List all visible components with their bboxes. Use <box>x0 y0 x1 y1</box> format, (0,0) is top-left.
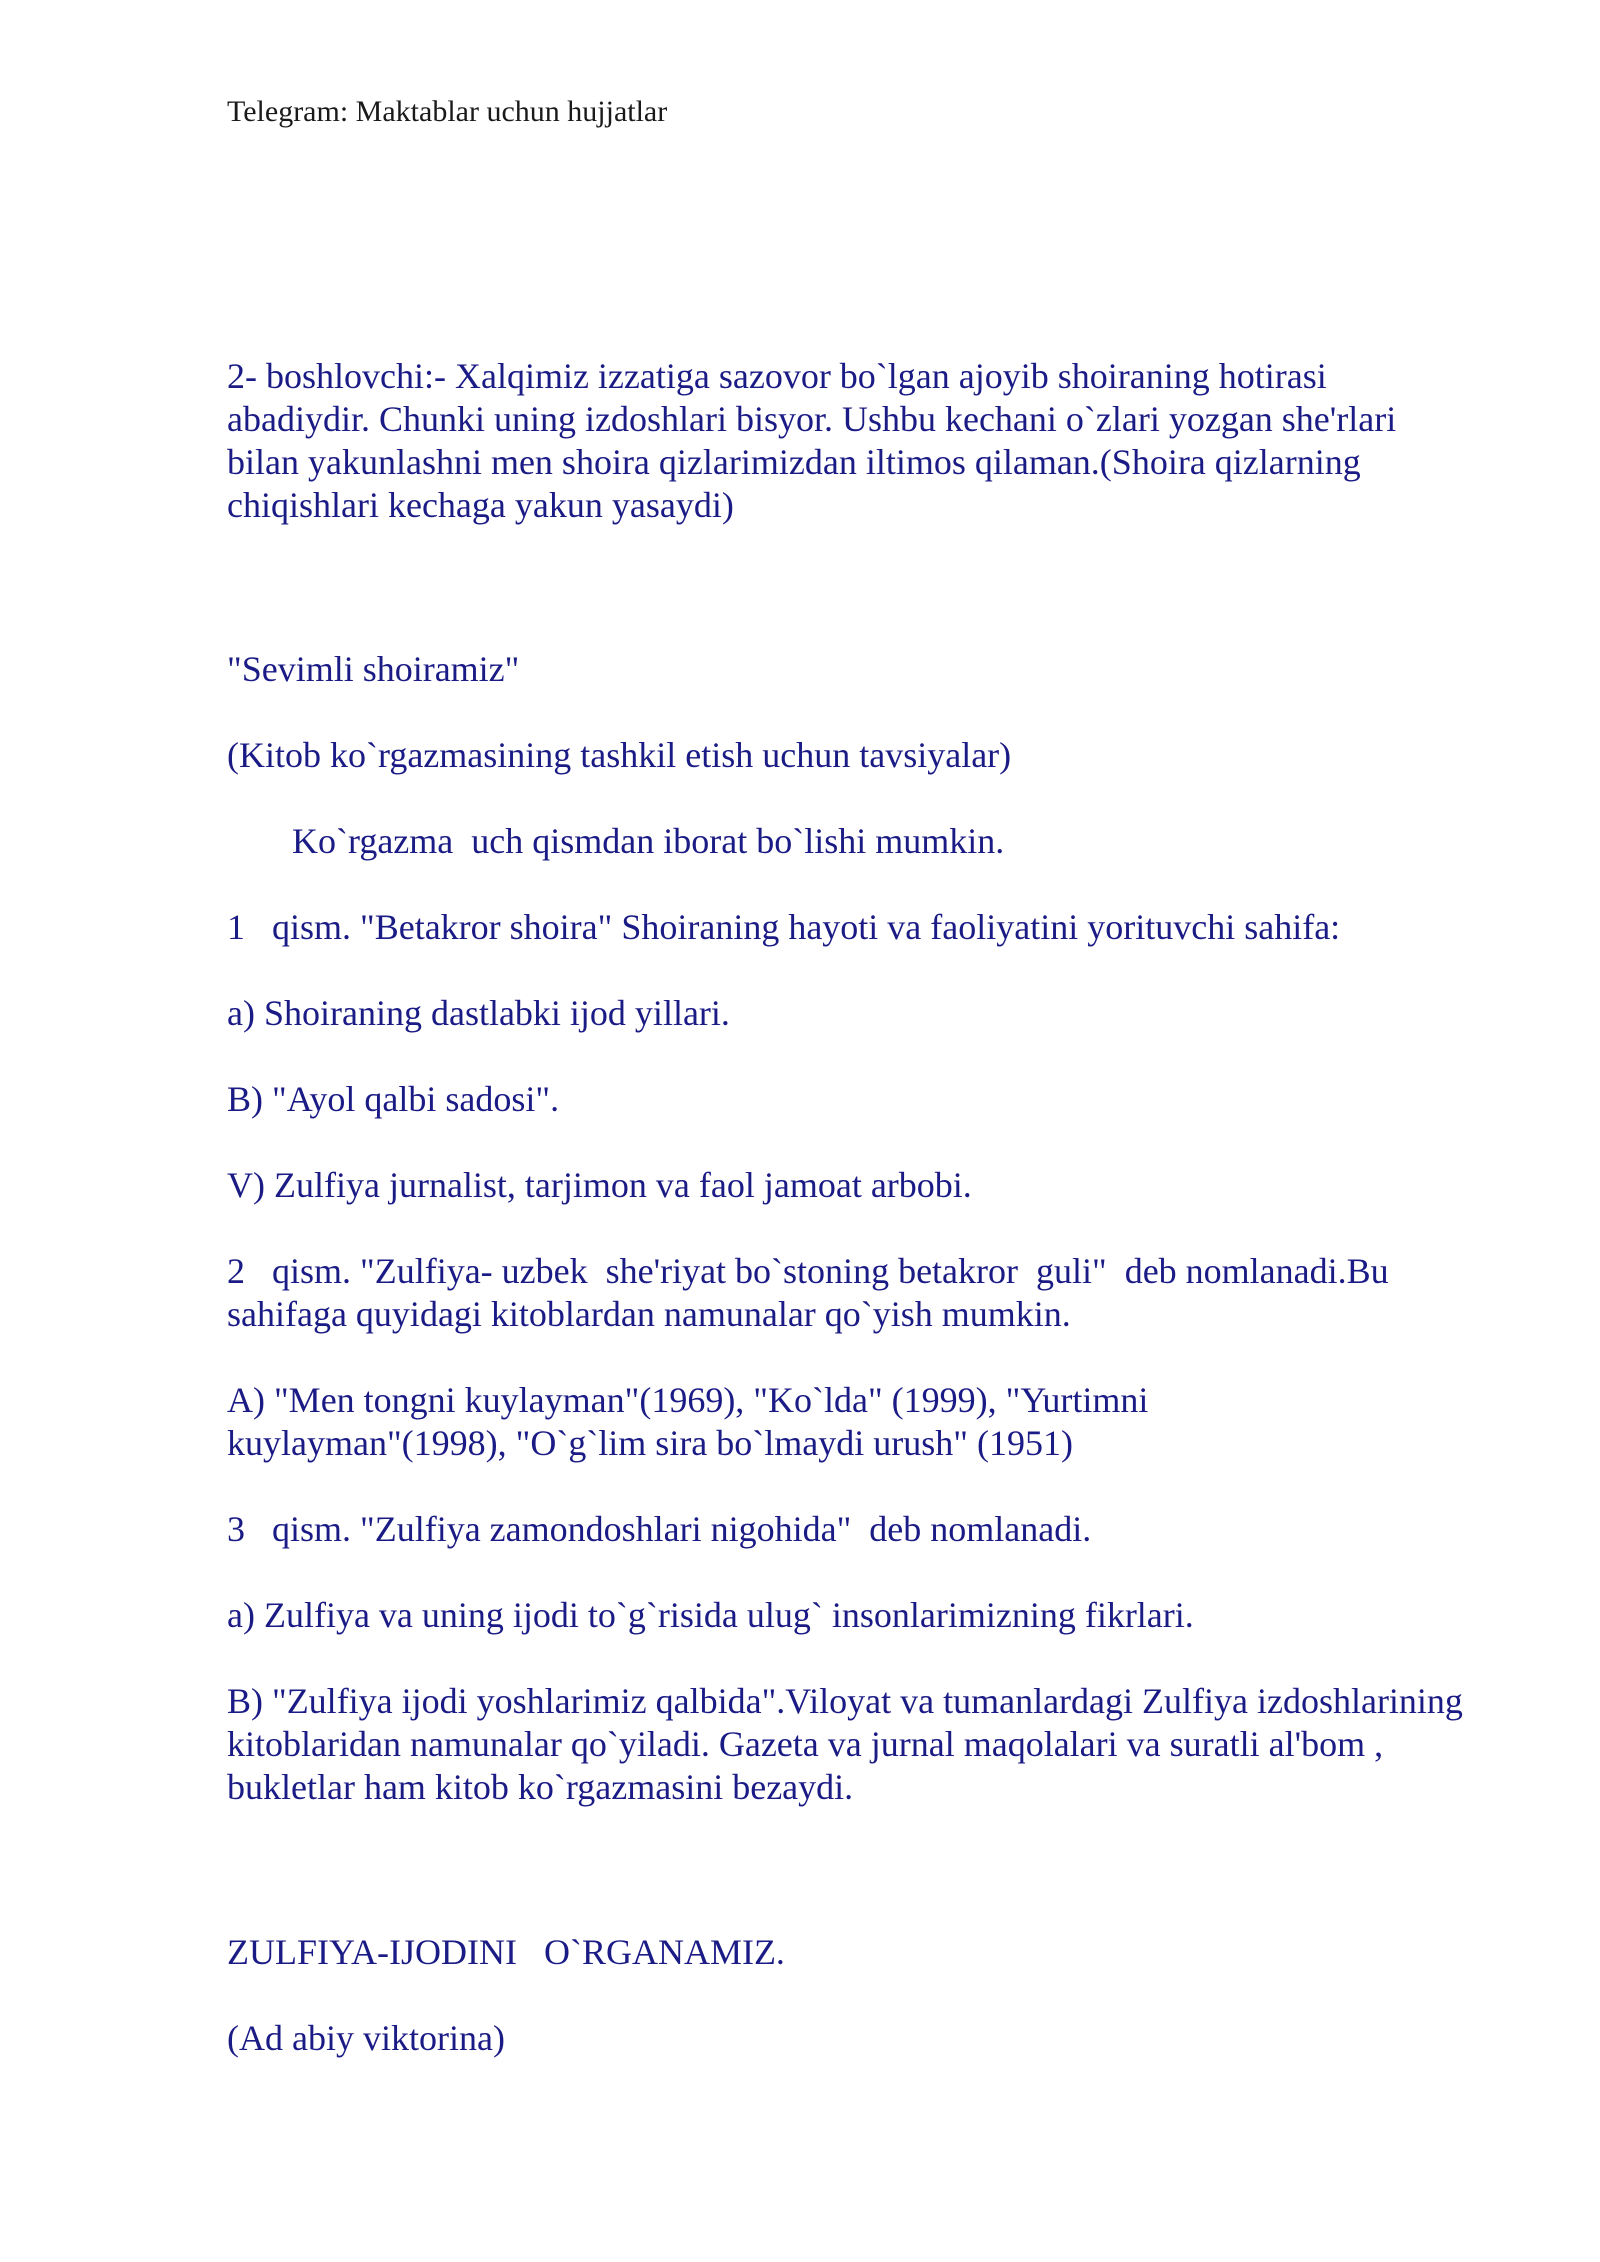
section-subtitle: (Kitob ko`rgazmasining tashkil etish uchun tavsiyalar) <box>227 735 1012 775</box>
quiz-subtitle: (Ad abiy viktorina) <box>227 2018 505 2058</box>
part-2-heading: 2 qism. "Zulfiya- uzbek she'riyat bo`stoning betakror guli" deb nomlanadi.Bu sahifaga quyidagi kitoblardan namunalar qo`yish mumkin. <box>227 1251 1398 1334</box>
part-1-item-a: a) Shoiraning dastlabki ijod yillari. <box>227 993 730 1033</box>
quiz-title: ZULFIYA-IJODINI O`RGANAMIZ. <box>227 1932 785 1972</box>
part-1-heading: 1 qism. "Betakror shoira" Shoiraning hayoti va faoliyatini yorituvchi sahifa: <box>227 907 1341 947</box>
part-2-item-a: A) "Men tongni kuylayman"(1969), "Ko`lda" (1999), "Yurtimni kuylayman"(1998), "O`g`lim sira bo`lmaydi urush" (1951) <box>227 1380 1149 1463</box>
part-3-item-a: a) Zulfiya va uning ijodi to`g`risida ulug` insonlarimizning fikrlari. <box>227 1595 1194 1635</box>
intro-paragraph: 2- boshlovchi:- Xalqimiz izzatiga sazovor bo`lgan ajoyib shoiraning hotirasi abadiydir. Chunki uning izdoshlari bisyor. Ushbu kechani o`zlari yozgan she'rlari bilan yakunlashni men shoira qizlarimizdan iltimos qilaman.(Shoira qizlarning chiqishlari kechaga yakun yasaydi) <box>227 356 1397 525</box>
part-1-item-b: B) "Ayol qalbi sadosi". <box>227 1079 560 1119</box>
page-header: Telegram: Maktablar uchun hujjatlar <box>227 95 668 128</box>
exhibit-intro: Ko`rgazma uch qismdan iborat bo`lishi mumkin. <box>292 821 1005 861</box>
part-3-heading: 3 qism. "Zulfiya zamondoshlari nigohida" deb nomlanadi. <box>227 1509 1092 1549</box>
part-1-item-v: V) Zulfiya jurnalist, tarjimon va faol jamoat arbobi. <box>227 1165 972 1205</box>
part-3-item-b: B) "Zulfiya ijodi yoshlarimiz qalbida".Viloyat va tumanlardagi Zulfiya izdoshlarining kitoblaridan namunalar qo`yiladi. Gazeta va jurnal maqolalari va suratli al'bom , bukletlar ham kitob ko`rgazmasini bezaydi. <box>227 1681 1463 1807</box>
section-title: "Sevimli shoiramiz" <box>227 649 520 689</box>
